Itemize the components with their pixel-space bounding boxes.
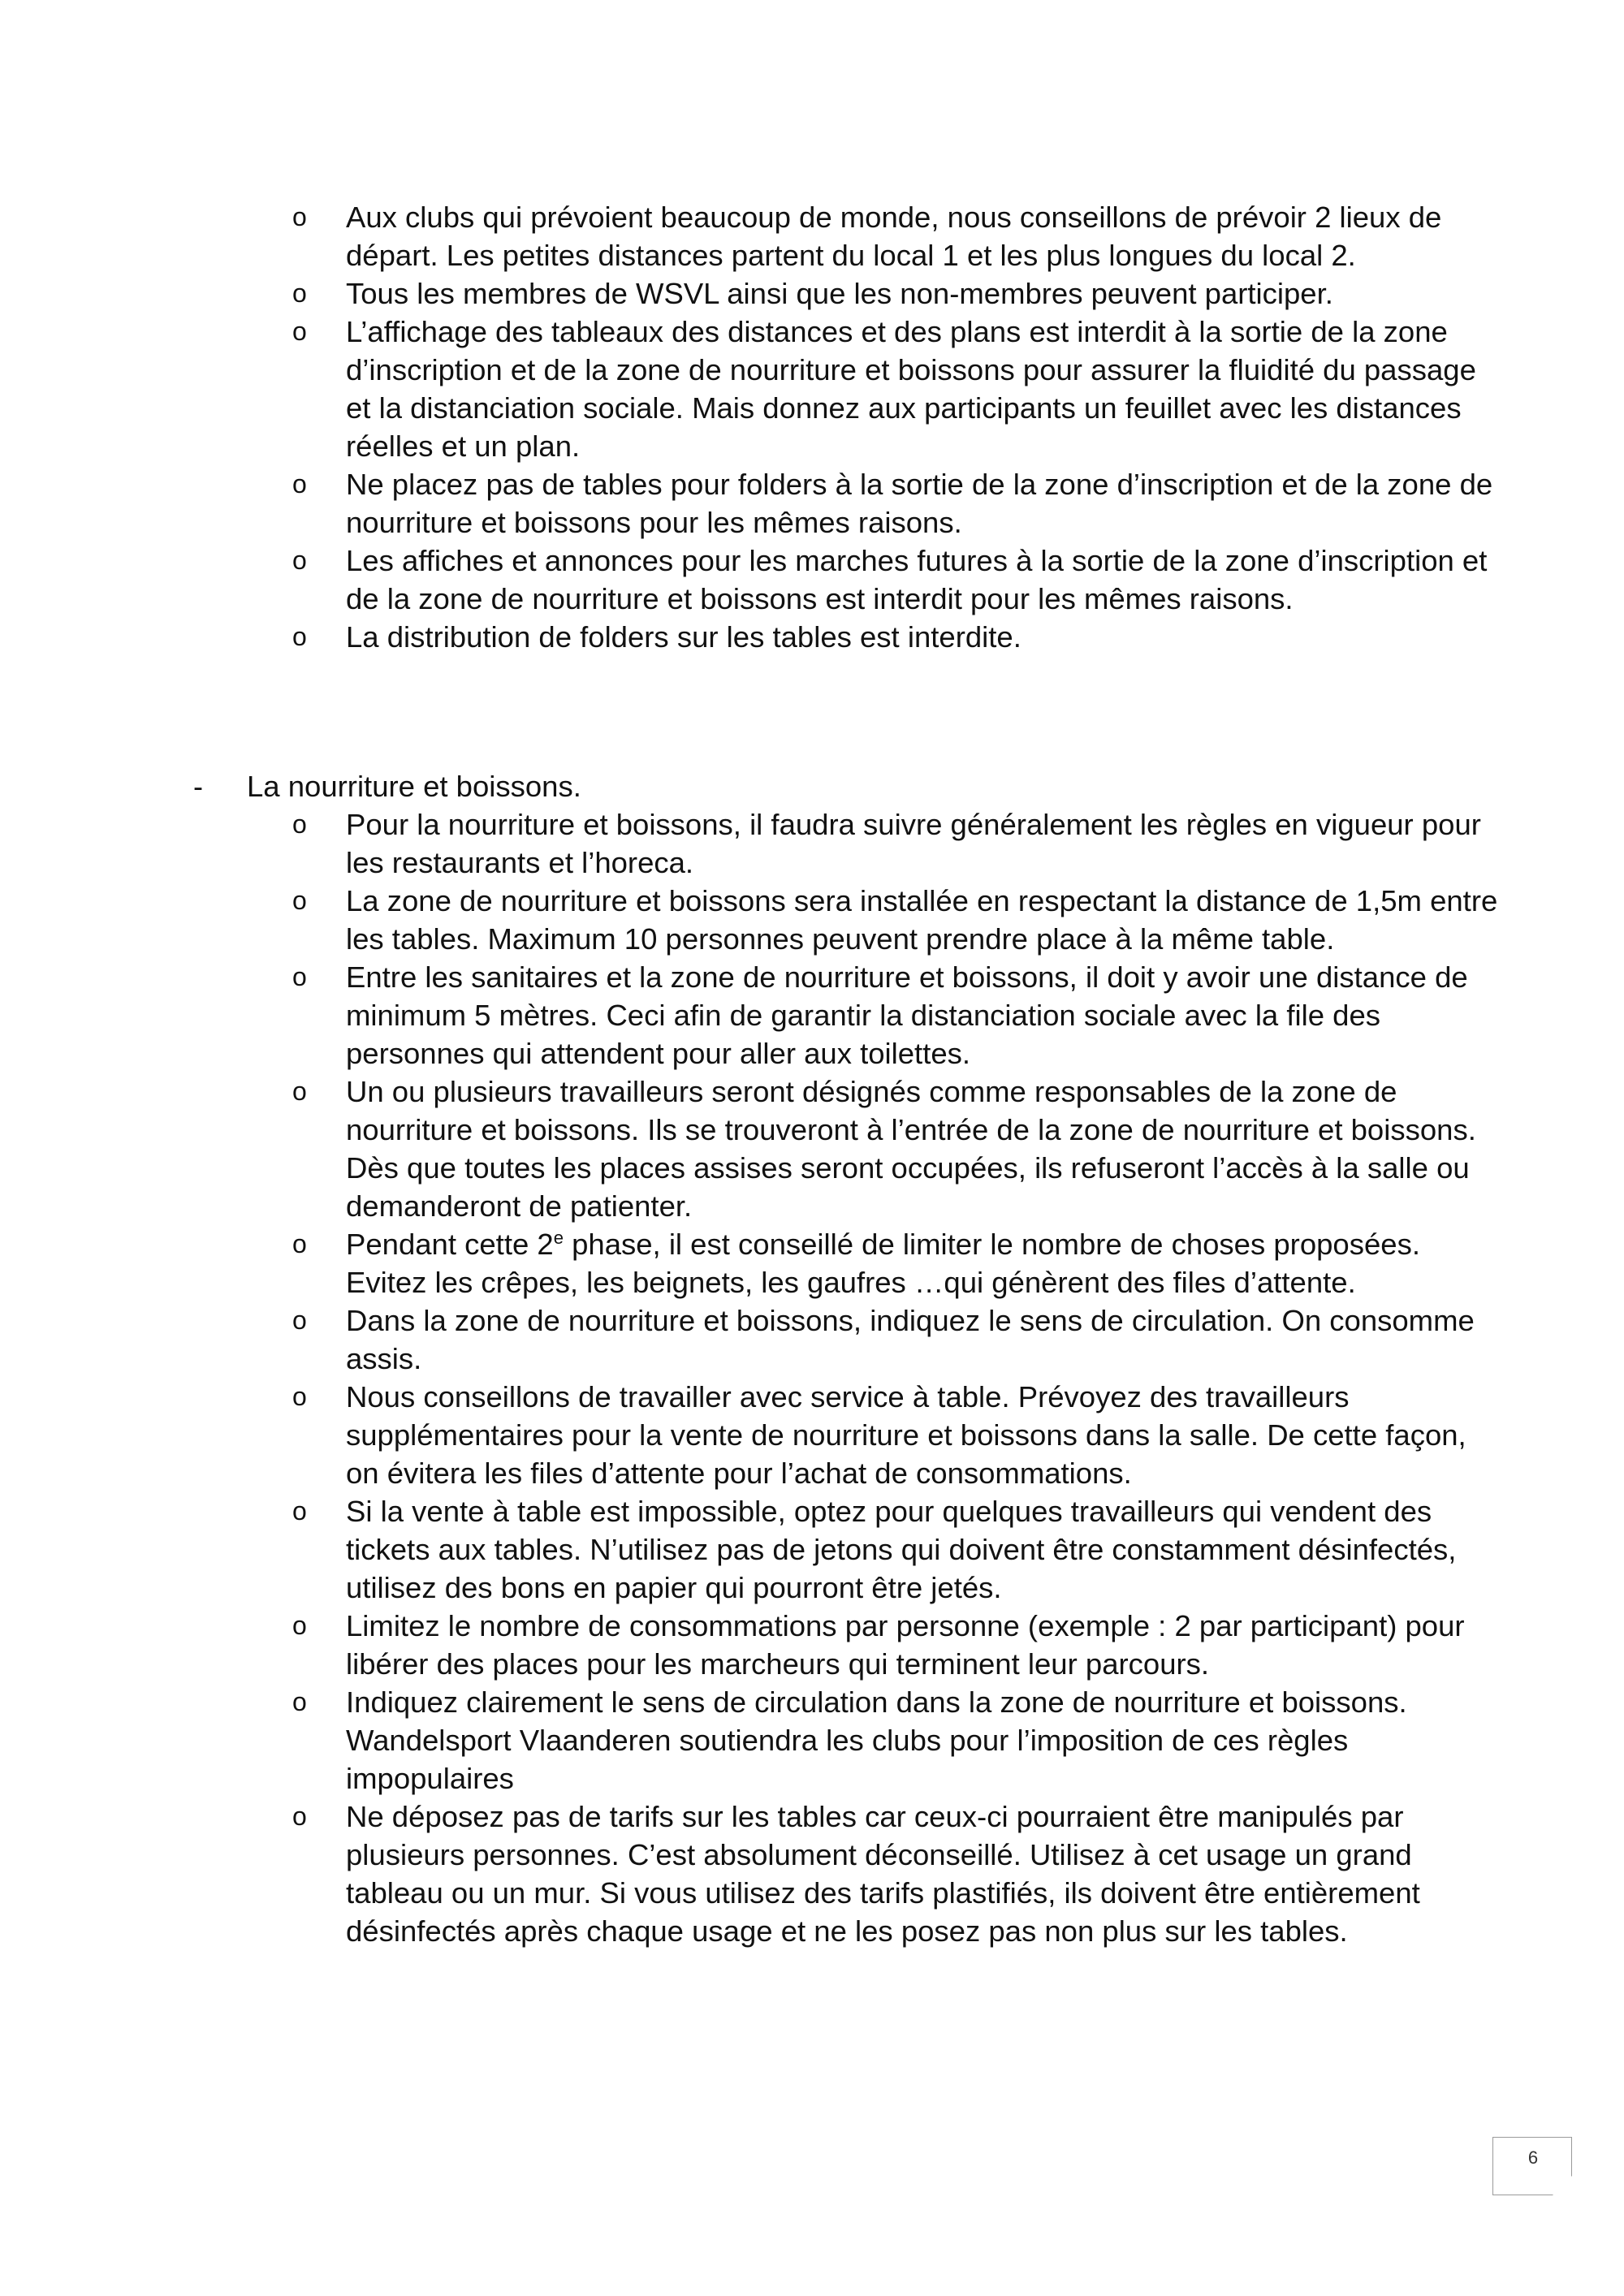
section-heading-text: La nourriture et boissons. [247,770,581,803]
list-item [292,958,1502,1072]
list-item [292,1683,1502,1798]
page-number-box [1492,2137,1572,2195]
list-item-text: L’affichage des tableaux des distances et des plans est interdit à la sortie de la zone d’inscription et de la zone de nourriture et boissons pour assurer la fluidité du passage et la distanciation sociale. Mais donnez aux participants un feuillet avec les distances réelles et un plan. [346,315,1476,463]
bullet-marker: o [292,886,307,915]
bullet-marker: o [292,1611,307,1640]
list-item [292,1378,1502,1492]
list-item-text: Ne déposez pas de tarifs sur les tables car ceux-ci pourraient être manipulés par plusieurs personnes. C’est absolument déconseillé. Utilisez à cet usage un grand tableau ou un mur. Si vous utilisez des tarifs plastifiés, ils doivent être entièrement désinfectés après chaque usage et ne les posez pas non plus sur les tables. [346,1800,1420,1948]
list-item-text [346,1228,1420,1299]
list-item [292,1492,1502,1607]
superscript: e [553,1227,564,1248]
bullet-marker: o [292,1802,307,1831]
list-item-text: Indiquez clairement le sens de circulation dans la zone de nourriture et boissons. Wandelsport Vlaanderen soutiendra les clubs pour l’imposition de ces règles impopulaires [346,1685,1407,1795]
list-item [292,1072,1502,1225]
list-item-text: Pour la nourriture et boissons, il faudra suivre généralement les règles en vigueur pour les restaurants et l’horeca. [346,808,1481,879]
dash-marker: - [193,770,203,803]
bullet-marker: o [292,317,307,346]
text-after-sup: phase, il est conseillé de limiter le nombre de choses proposées. Evitez les crêpes, les beignets, les gaufres …qui génèrent des files d’attente. [346,1228,1420,1299]
list-item [292,1607,1502,1683]
bullet-marker: o [292,1496,307,1526]
text-before-sup: Pendant cette 2 [346,1228,554,1261]
list-item [292,618,1502,656]
list-item [292,274,1502,313]
bullet-marker: o [292,1229,307,1258]
list-item [292,1225,1502,1301]
list-item [292,313,1502,465]
list-item [292,882,1502,958]
list-item [292,1301,1502,1378]
list-item-text: Tous les membres de WSVL ainsi que les non-membres peuvent participer. [346,277,1333,310]
list-item-text: La zone de nourriture et boissons sera installée en respectant la distance de 1,5m entre les tables. Maximum 10 personnes peuvent prendre place à la même table. [346,884,1498,956]
list-item-text: Si la vente à table est impossible, optez pour quelques travailleurs qui vendent des tickets aux tables. N’utilisez pas de jetons qui doivent être constamment désinfectés, utilisez des bons en papier qui pourront être jetés. [346,1495,1457,1604]
bullet-marker: o [292,809,307,839]
list-item-text: Les affiches et annonces pour les marches futures à la sortie de la zone d’inscription et de la zone de nourriture et boissons est interdit pour les mêmes raisons. [346,544,1488,615]
bullet-marker: o [292,1687,307,1716]
bullet-marker: o [292,469,307,498]
bullet-marker: o [292,202,307,231]
bullet-marker: o [292,278,307,308]
bullet-marker: o [292,622,307,651]
list-item-text: Aux clubs qui prévoient beaucoup de monde, nous conseillons de prévoir 2 lieux de départ. Les petites distances partent du local 1 et les plus longues du local 2. [346,201,1442,272]
list-item-text: Entre les sanitaires et la zone de nourriture et boissons, il doit y avoir une distance de minimum 5 mètres. Ceci afin de garantir la distanciation sociale avec la file des personnes qui attendent pour aller aux toilettes. [346,960,1468,1070]
section-food-drinks [193,767,1509,1950]
list-item-text: Nous conseillons de travailler avec service à table. Prévoyez des travailleurs supplémentaires pour la vente de nourriture et boissons dans la salle. De cette façon, on évitera les files d’attente pour l’achat de consommations. [346,1380,1466,1490]
list-item-text: Un ou plusieurs travailleurs seront désignés comme responsables de la zone de nourriture et boissons. Ils se trouveront à l’entrée de la zone de nourriture et boissons. Dès que toutes les places assises seront occupées, ils refuseront l’accès à la salle ou demanderont de patienter. [346,1075,1476,1223]
list-item-text: Ne placez pas de tables pour folders à la sortie de la zone d’inscription et de la zone de nourriture et boissons pour les mêmes raisons. [346,468,1493,539]
bullet-marker: o [292,1382,307,1411]
list-item [292,1798,1502,1950]
bullet-marker: o [292,546,307,575]
list-item [292,465,1502,542]
bullet-marker: o [292,962,307,991]
list-item-text: Dans la zone de nourriture et boissons, indiquez le sens de circulation. On consomme assis. [346,1304,1475,1375]
list-item [292,805,1502,882]
list-item [292,198,1502,274]
bullet-marker: o [292,1077,307,1106]
page-number: 6 [1527,2147,1539,2168]
list-item [292,542,1502,618]
section-heading [193,767,1509,805]
list-item-text: Limitez le nombre de consommations par personne (exemple : 2 par participant) pour libérer des places pour les marcheurs qui terminent leur parcours. [346,1609,1465,1681]
bullet-list-food [292,805,1502,1950]
bullet-list-top [292,198,1502,656]
page-curl-corner [1552,2175,1573,2196]
bullet-marker: o [292,1306,307,1335]
list-item-text: La distribution de folders sur les tables est interdite. [346,620,1021,654]
